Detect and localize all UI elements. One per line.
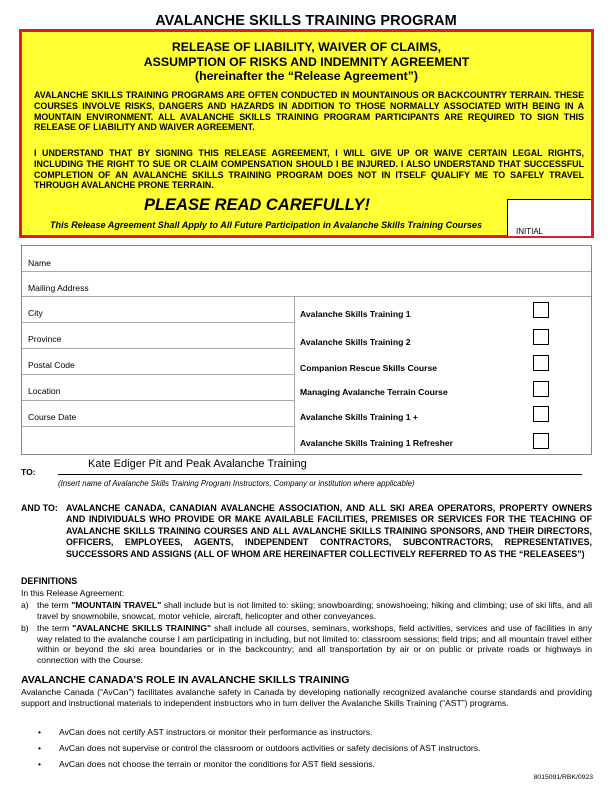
- course-label-ast1-refresher: Avalanche Skills Training 1 Refresher: [300, 438, 454, 448]
- definition-text: shall include but is not limited to: skiing; snowboarding; snowshoeing; hiking and climbing; use of ski lifts, and all travel by snowmobile, snowcat, motor vehicle, aircraft, helicopter and other conveyances.: [37, 600, 592, 621]
- location-field[interactable]: Location: [28, 386, 61, 396]
- mailing-address-field[interactable]: Mailing Address: [28, 283, 89, 293]
- release-heading-line-2: ASSUMPTION OF RISKS AND INDEMNITY AGREEMENT: [143, 54, 470, 69]
- initial-label: INITIAL: [516, 227, 544, 236]
- city-field[interactable]: City: [28, 308, 43, 318]
- definition-term: "MOUNTAIN TRAVEL": [71, 600, 162, 610]
- and-to-label: AND TO:: [21, 503, 58, 513]
- definition-text: the term: [37, 623, 73, 633]
- definitions-intro: In this Release Agreement:: [21, 588, 125, 598]
- releasees-text: AVALANCHE CANADA, CANADIAN AVALANCHE ASSOCIATION, AND ALL SKI AREA OPERATORS, PROPERTY OWNERS AND INDIVIDUALS WHO PROVIDE OR MAKE AVAILABLE FACILITIES, PREMISES OR SERVICES FOR THE TEACHING OF AVALANCHE SKILLS TRAINING COURSES AND ALL AVALANCHE SKILLS TRAINING SPONSORS, AND THEIR DIRECTORS, OFFICERS, EMPLOYEES, AGENTS, INDEPENDENT CONTRACTORS, SUBCONTRACTORS, REPRESENTATIVES, SUCCESSORS AND ASSIGNS (ALL OF WHOM ARE HEREINAFTER COLLECTIVELY REFERRED TO AS THE “RELEASEES”): [66, 503, 592, 559]
- course-label-ast1-plus: Avalanche Skills Training 1 +: [300, 412, 418, 422]
- course-checkbox-ast1[interactable]: [533, 302, 549, 318]
- release-heading-line-3: (hereinafter the “Release Agreement”): [194, 69, 418, 83]
- to-label: TO:: [21, 467, 36, 477]
- role-heading: AVALANCHE CANADA’S ROLE IN AVALANCHE SKILLS TRAINING: [21, 674, 350, 686]
- postal-code-field[interactable]: Postal Code: [28, 360, 75, 370]
- participant-form: [21, 245, 592, 455]
- release-heading-line-1: RELEASE OF LIABILITY, WAIVER OF CLAIMS,: [171, 40, 442, 54]
- release-agreement-box: [19, 29, 594, 238]
- form-code: 8015091/RBK/0923: [533, 774, 593, 781]
- course-checkbox-ast2[interactable]: [533, 329, 549, 345]
- definition-text: the term: [37, 600, 72, 610]
- list-item-text: AvCan does not supervise or control the classroom or outdoors activities or safety decisions of AST instructors.: [59, 743, 481, 753]
- to-instruction-note: (Insert name of Avalanche Skills Training Program Instructors, Company or institution where applicable): [58, 479, 415, 488]
- province-field[interactable]: Province: [28, 334, 62, 344]
- course-checkbox-ast1-refresher[interactable]: [533, 433, 549, 449]
- definition-letter: b): [21, 623, 29, 633]
- definitions-heading: DEFINITIONS: [21, 576, 78, 586]
- document-title: AVALANCHE SKILLS TRAINING PROGRAM: [155, 13, 457, 29]
- definition-letter: a): [21, 600, 29, 610]
- role-paragraph: Avalanche Canada (“AvCan”) facilitates avalanche safety in Canada by developing nationally recognized avalanche course standards and providing support and instructional materials to independent instructors who in turn deliver the Avalanche Skills Training (“AST”) programs.: [21, 687, 592, 708]
- course-label-ast1: Avalanche Skills Training 1: [300, 309, 411, 319]
- course-label-companion-rescue: Companion Rescue Skills Course: [300, 363, 438, 373]
- future-participation-notice: This Release Agreement Shall Apply to All Future Participation in Avalanche Skills Training Courses: [49, 220, 483, 230]
- release-heading: [22, 40, 591, 84]
- course-checkbox-companion-rescue[interactable]: [533, 355, 549, 371]
- course-checkbox-ast1-plus[interactable]: [533, 406, 549, 422]
- course-date-field[interactable]: Course Date: [28, 412, 77, 422]
- bullet-glyph: •: [38, 727, 42, 737]
- course-label-ast2: Avalanche Skills Training 2: [300, 337, 411, 347]
- course-checkbox-managing-terrain[interactable]: [533, 381, 549, 397]
- bullet-glyph: •: [38, 743, 42, 753]
- course-label-managing-terrain: Managing Avalanche Terrain Course: [300, 387, 448, 397]
- list-item-text: AvCan does not certify AST instructors or monitor their performance as instructors.: [59, 727, 373, 737]
- release-paragraph-2: I UNDERSTAND THAT BY SIGNING THIS RELEASE AGREEMENT, I WILL GIVE UP OR WAIVE CERTAIN LEGAL RIGHTS, INCLUDING THE RIGHT TO SUE OR CLAIM COMPENSATION SHOULD I BE INJURED. I ALSO UNDERSTAND THAT SUCCESSFUL COMPLETION OF AN AVALANCHE SKILLS TRAINING PROGRAM DOES NOT IN ITSELF QUALIFY ME TO SAFELY TRAVEL THROUGH AVALANCHE PRONE TERRAIN.: [34, 148, 584, 191]
- definition-term: "AVALANCHE SKILLS TRAINING": [72, 623, 212, 633]
- read-carefully-notice: PLEASE READ CAREFULLY!: [143, 196, 371, 214]
- initial-field[interactable]: [507, 199, 591, 236]
- definition-text: shall include all courses, seminars, workshops, field activities, services and use of facilities in any way related to the avalanche course I am participating in including, but not limited to: classroom sessions; field trips; and all mountain travel either within or beyond the ski area boundaries or in the backcountry; and all transportation by air or on public or private roads or highways in connection with the Course.: [37, 623, 592, 665]
- to-input[interactable]: Kate Ediger Pit and Peak Avalanche Training: [88, 458, 307, 470]
- list-item-text: AvCan does not choose the terrain or monitor the conditions for AST field sessions.: [59, 759, 375, 769]
- release-paragraph-1: AVALANCHE SKILLS TRAINING PROGRAMS ARE OFTEN CONDUCTED IN MOUNTAINOUS OR BACKCOUNTRY TERRAIN. THESE COURSES INVOLVE RISKS, DANGERS AND HAZARDS IN ADDITION TO THOSE NORMALLY ASSOCIATED WITH BEING IN A MOUNTAIN ENVIRONMENT. ALL AVALANCHE SKILLS TRAINING PROGRAM PARTICIPANTS ARE REQUIRED TO SIGN THIS RELEASE OF LIABILITY AND WAIVER AGREEMENT.: [34, 90, 584, 133]
- to-underline: [58, 474, 582, 475]
- name-field[interactable]: Name: [28, 258, 51, 268]
- bullet-glyph: •: [38, 759, 42, 769]
